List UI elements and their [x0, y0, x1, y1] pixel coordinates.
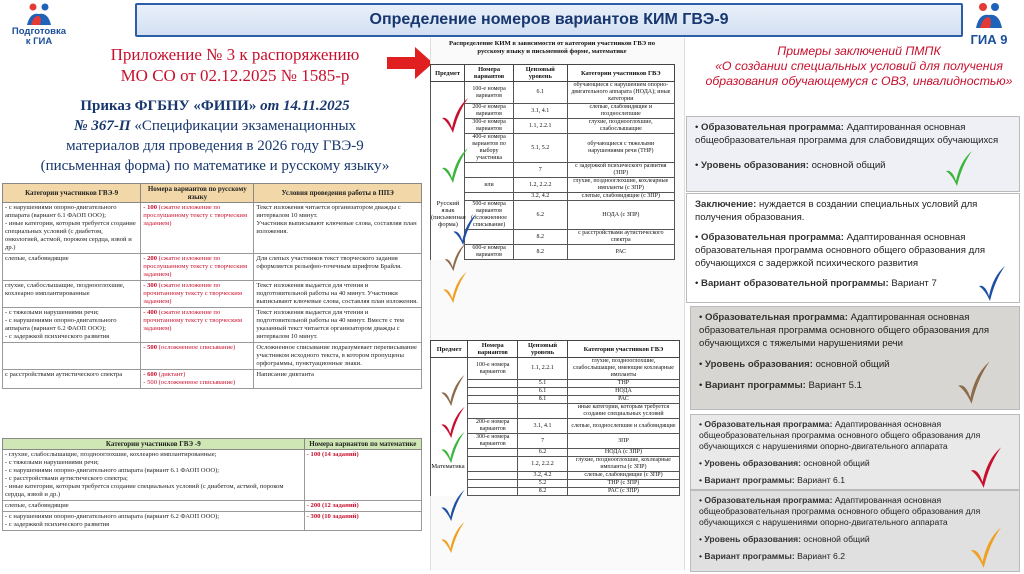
condition-cell: Осложненное списывание подразумевает переписывание участником исходного текста, в котором пропущены орфограммы, пунктуационные знаки.	[254, 343, 422, 370]
category-cell: - с нарушениями опорно-двигательного аппарата (вариант 6.2 ФАОП ООО); - с задержкой психического развития	[3, 512, 305, 531]
category-cell: - глухие, слабослышащие, позднооглохшие, кохлеарно имплантированные; - с тяжелыми нарушениями речи; - с нарушениями опорно-двигательного аппарата (вариант 6.1 ФАОП ООО); - с расстройствами аутистического спектра; - иные категории, которым требуется создание специальных условий (с диабетом, астмой, пороком сердца, язвой и др.)	[3, 450, 305, 501]
scan-cell: 8.2	[513, 245, 567, 260]
scan-cell: 300-е номера вариантов	[465, 119, 514, 134]
value: Адаптированная основная общеобразовательная программа для слабовидящих обучающихся	[695, 122, 999, 146]
scan-cell: 100-е номера вариантов	[468, 358, 518, 380]
variant-cell	[141, 308, 254, 343]
scan-cell: 7	[518, 434, 568, 449]
orange-checkmark-icon	[961, 525, 1011, 569]
col-header: Номера вариантов по математике	[304, 439, 421, 450]
category-cell: - с нарушениями опорно-двигательного аппарата (вариант 6.1 ФАОП ООО); - иные категории, которым требуется создание специальных условий (с диабетом, онкологией, астмой, пороком сердца, язвой и др.)	[3, 203, 141, 254]
scan-cell: 5.1, 5.2	[513, 134, 567, 163]
condition-cell: Текст изложения читается организатором дважды с интервалом 10 минут. Участники выписывают ключевые слова, составляя план изложения.	[254, 203, 422, 254]
order-line2: «Спецификации экзаменационных	[130, 118, 357, 134]
order-line3: материалов для проведения в 2026 году ГВЭ-9	[66, 138, 364, 154]
label: Вариант программы:	[704, 475, 795, 485]
pmpk-card-noda-62: • Образовательная программа: Адаптированная основная общеобразовательная программа основного общего образования для обучающихся с нарушениями опорно-двигательного аппарата • Уровень образования: основной общий • Вариант программы: Вариант 6.2	[690, 490, 1020, 572]
value: нуждается в создании специальных условий для получения образования.	[695, 199, 978, 223]
table-row	[3, 370, 422, 389]
value: Адаптированная основная образовательная программа основного общего образования для обучающихся с задержкой психического развития	[695, 232, 986, 269]
scan-cell: 6.1	[518, 388, 568, 396]
scan-cell: 200-е номера вариантов	[468, 419, 518, 434]
subject-cell	[431, 472, 468, 480]
scan-cell	[468, 380, 518, 388]
russian-variants-table	[2, 183, 422, 389]
variant-cell: - 100 (14 заданий)	[304, 450, 421, 501]
scan-subject-russian: Русский язык (письменная форма)	[431, 200, 466, 228]
variant-number: - 200	[143, 255, 158, 262]
scan-cell: 600-е номера вариантов	[465, 245, 514, 260]
scan-cell	[518, 404, 568, 419]
value: Вариант 5.1	[805, 380, 862, 391]
scan-cell: с расстройствами аутистического спектра	[567, 230, 674, 245]
scan-cell: глухие, позднооглохшие, слабослышащие, имеющие кохлеарные импланты	[567, 358, 679, 380]
scan-cell: глухие, позднооглохшие, слабослышащие	[567, 119, 674, 134]
scan-cell: слепые, слабовидящие и позднослепшие	[567, 104, 674, 119]
variant-number: - 300	[143, 282, 158, 289]
col-header: Категории участников ГВЭ -9	[3, 439, 305, 450]
variant-cell	[141, 343, 254, 370]
scan-cell	[468, 472, 518, 480]
variant-cell	[141, 254, 254, 281]
table-row	[3, 343, 422, 370]
scan-cell: 3.2, 4.2	[513, 193, 567, 201]
pmpk-card-visual: • Образовательная программа: Адаптированная основная общеобразовательная программа для слабовидящих обучающихся • Уровень образования: основной общий	[686, 116, 1020, 192]
scan-cell: НОДА (с ЗПР)	[567, 449, 679, 457]
scan-cell: 400-е номера вариантов по выбору участника	[465, 134, 514, 163]
green-checkmark-icon	[932, 149, 986, 187]
scan-cell: 8.2	[518, 488, 568, 496]
variant-cell	[141, 203, 254, 254]
red-checkmark-icon	[440, 96, 470, 134]
label: Уровень образования:	[704, 534, 802, 544]
table-row	[3, 308, 422, 343]
scan-cell: ТНР	[567, 380, 679, 388]
scan-cell: РАС	[567, 396, 679, 404]
logo-gia9	[958, 2, 1020, 50]
appendix-note	[80, 44, 390, 86]
table-row	[3, 450, 422, 501]
variant-note: (осложненное списывание)	[157, 344, 236, 351]
condition-cell: Текст изложения выдается для чтения и подготовительной работы на 40 минут. Участники выписывают ключевые слова, составляя план изложения.	[254, 281, 422, 308]
value: Адаптированная основная общеобразовательная программа основного общего образования для обучающихся с нарушениями опорно-двигательного аппарата	[699, 495, 981, 527]
scan-cell: ЗПР	[567, 434, 679, 449]
label: Образовательная программа:	[704, 495, 833, 505]
scan-cell	[465, 163, 514, 178]
scan-cell: иные категории, которым требуется создание специальных условий	[567, 404, 679, 419]
page-title: Определение номеров вариантов КИМ ГВЭ-9	[135, 3, 963, 37]
label: Заключение:	[695, 199, 757, 210]
table-row	[3, 281, 422, 308]
variant-note: (диктант) - 500 (осложненное списывание)	[143, 371, 236, 386]
scan-cell: обучающиеся с тяжелыми нарушениями речи (ТНР)	[567, 134, 674, 163]
table-row	[3, 501, 422, 512]
examples-line2: «О создании специальных условий для получения образования обучающемуся с ОВЗ, инвалидностью»	[705, 59, 1013, 88]
pmpk-card-zpr: Заключение: нуждается в создании специальных условий для получения образования. • Образовательная программа: Адаптированная основная образовательная программа основного общего образования для обучающихся с задержкой психического развития • Вариант образовательной программы: Вариант 7	[686, 193, 1020, 303]
appendix-line2: МО СО от 02.12.2025 № 1585-р	[120, 66, 350, 85]
value: Адаптированная основная общеобразовательная программа основного общего образования для обучающихся с нарушениями опорно-двигательного аппарата	[699, 419, 981, 451]
condition-cell: Написание диктанта	[254, 370, 422, 389]
scan-cell: с задержкой психического развития (ЗПР)	[567, 163, 674, 178]
scan-cell: 500-е номера вариантов (осложненное списывание)	[465, 201, 514, 230]
variant-cell: - 300 (10 заданий)	[304, 512, 421, 531]
order-date: от 14.11.2025	[260, 98, 350, 114]
scan-cell: НОДА (с ЗПР)	[567, 201, 674, 230]
scan-cell: 8.1	[518, 396, 568, 404]
table-row	[431, 193, 675, 201]
variant-cell	[141, 281, 254, 308]
red-arrow-icon	[385, 44, 435, 82]
condition-cell: Текст изложения выдается для чтения и подготовительной работы на 40 минут. Вместе с тем указанный текст читается организатором дважды с интервалом 10 минут.	[254, 308, 422, 343]
col-header: Цензовый уровень	[518, 341, 568, 358]
label: Вариант программы:	[705, 380, 806, 391]
scan-cell: 6.2	[518, 449, 568, 457]
brown-checkmark-icon	[941, 359, 1007, 405]
value: основной общий	[812, 359, 890, 370]
scan-cell	[468, 388, 518, 396]
scan-cell: глухие, позднооглохшие, кохлеарные импланты (с ЗПР)	[567, 457, 679, 472]
value: основной общий	[801, 458, 870, 468]
table-row	[431, 472, 680, 480]
scan-cell: 3.2, 4.2	[518, 472, 568, 480]
label: Вариант образовательной программы:	[701, 278, 889, 289]
variant-cell: - 200 (12 заданий)	[304, 501, 421, 512]
variant-number: - 600	[143, 371, 158, 378]
scan-cell: РАС	[567, 245, 674, 260]
scan-cell: слепые, слабовидящие (с ЗПР)	[567, 193, 674, 201]
scan-cell: 5.2	[518, 480, 568, 488]
scan-cell: 1.1, 2.2.1	[513, 119, 567, 134]
category-cell: слепые, слабовидящие	[3, 501, 305, 512]
label: Образовательная программа:	[704, 419, 833, 429]
col-header: Номера вариантов	[465, 65, 514, 82]
orange-checkmark-icon	[438, 520, 468, 554]
col-header: Номера вариантов	[468, 341, 518, 358]
value: Вариант 6.1	[794, 475, 845, 485]
logo-right-text: ГИА 9	[970, 32, 1008, 47]
order-line4: (письменная форма) по математике и русскому языку»	[40, 158, 390, 174]
label: Уровень образования:	[705, 359, 813, 370]
blue-checkmark-icon	[438, 488, 468, 522]
scan-cell: слепые, слабовидящие (с ЗПР)	[567, 472, 679, 480]
category-cell: слепые, слабовидящие	[3, 254, 141, 281]
variant-note: (сжатое изложение по прочитанному тексту с творческим заданием)	[143, 282, 243, 305]
condition-cell: Для слепых участников текст творческого задания оформляется рельефно-точечным шрифтом Брайля.	[254, 254, 422, 281]
label: Образовательная программа:	[701, 122, 844, 133]
logo-podgotovka-gia	[4, 2, 70, 46]
variant-number: - 500	[143, 344, 158, 351]
blue-checkmark-icon	[450, 212, 480, 246]
scan-cell: 1.2, 2.2.2	[513, 178, 567, 193]
scan-cell: 3.1, 4.1	[513, 104, 567, 119]
scan-cell	[468, 457, 518, 472]
label: Уровень образования:	[701, 160, 809, 171]
pmpk-card-noda-61: • Образовательная программа: Адаптированная основная общеобразовательная программа основного общего образования для обучающихся с нарушениями опорно-двигательного аппарата • Уровень образования: основной общий • Вариант программы: Вариант 6.1	[690, 414, 1020, 490]
scan-cell: 7	[513, 163, 567, 178]
pmpk-examples-heading	[700, 44, 1018, 89]
blue-checkmark-icon	[972, 264, 1012, 302]
brown-checkmark-icon	[438, 373, 468, 407]
order-reference	[10, 96, 420, 176]
logo-left-text: Подготовка к ГИА	[11, 26, 67, 47]
table-row	[3, 203, 422, 254]
people-logo-icon	[26, 2, 52, 26]
col-header: Категории участников ГВЭ-9	[3, 184, 141, 203]
scan-cell: ТНР (с ЗПР)	[567, 480, 679, 488]
scan-cell: слепые, позднослепшие и слабовидящие	[567, 419, 679, 434]
subject-cell	[431, 480, 468, 488]
math-variants-table	[2, 438, 422, 531]
category-cell: глухие, слабослышащие, позднооглохшие, кохлеарно имплантированные	[3, 281, 141, 308]
brown-checkmark-icon	[440, 242, 470, 272]
table-row	[3, 254, 422, 281]
order-line1-bold: Приказ ФГБНУ «ФИПИ»	[80, 98, 261, 114]
scan-cell: 3.1, 4.1	[518, 419, 568, 434]
appendix-line1: Приложение № 3 к распоряжению	[110, 45, 360, 64]
scan-cell: 300-е номера вариантов	[468, 434, 518, 449]
col-header: Цензовый уровень	[513, 65, 567, 82]
value: Вариант 6.2	[794, 551, 845, 561]
pmpk-card-tnr: • Образовательная программа: Адаптированная основная образовательная программа основного общего образования для обучающихся с тяжелыми нарушениями речи • Уровень образования: основной общий • Вариант программы: Вариант 5.1	[690, 306, 1020, 410]
scan-cell: или	[465, 178, 514, 193]
value: Вариант 7	[888, 278, 937, 289]
scan-cell: 1.2, 2.2.2	[518, 457, 568, 472]
col-header: Предмет	[431, 341, 468, 358]
green-checkmark-icon	[440, 146, 470, 184]
value: Адаптированная основная образовательная программа основного общего образования для обучающихся с тяжелыми нарушениями речи	[699, 312, 990, 349]
scan-cell: глухие, позднооглохшие, кохлеарные импланты (с ЗПР)	[567, 178, 674, 193]
table-row	[3, 512, 422, 531]
examples-line1: Примеры заключений ПМПК	[777, 44, 941, 58]
scan-subject-math: Математика	[431, 463, 465, 470]
scan-cell	[468, 480, 518, 488]
variant-cell	[141, 370, 254, 389]
orange-checkmark-icon	[440, 270, 470, 304]
label: Образовательная программа:	[705, 312, 848, 323]
scan-cell: 100-е номера вариантов	[465, 82, 514, 104]
scan-cell: 1.1, 2.2.1	[518, 358, 568, 380]
scan-cell: 6.2	[513, 201, 567, 230]
variant-number: - 100	[143, 204, 158, 211]
scan-cell: обучающиеся с нарушением опорно-двигательного аппарата (НОДА); иные категории	[567, 82, 674, 104]
order-number: № 367-П	[73, 118, 131, 134]
people-logo-icon	[974, 2, 1004, 28]
table-row	[431, 480, 680, 488]
scan-cell	[465, 193, 514, 201]
col-header: Предмет	[431, 65, 465, 82]
col-header: Номера вариантов по русскому языку	[141, 184, 254, 203]
col-header: Категории участников ГВЭ	[567, 65, 674, 82]
variant-note: (сжатое изложение по прослушанному тексту с творческим заданием)	[143, 204, 248, 227]
scan-title: Распределение КИМ в зависимости от категории участников ГВЭ по русскому языку и письменной форме, математике	[448, 40, 656, 55]
scan-cell	[468, 449, 518, 457]
variant-note: (сжатое изложение по прочитанному тексту с творческим заданием)	[143, 309, 243, 332]
col-header: Категории участников ГВЭ	[567, 341, 679, 358]
red-checkmark-icon	[961, 445, 1011, 489]
variant-note: (сжатое изложение по прослушанному тексту с творческим заданием)	[143, 255, 248, 278]
scan-cell: НОДА	[567, 388, 679, 396]
category-cell: с расстройствами аутистического спектра	[3, 370, 141, 389]
scan-cell: 200-е номера вариантов	[465, 104, 514, 119]
scan-cell: 8.2	[513, 230, 567, 245]
label: Вариант программы:	[704, 551, 795, 561]
value: основной общий	[808, 160, 886, 171]
scan-cell: 5.1	[518, 380, 568, 388]
green-checkmark-icon	[438, 430, 468, 464]
scan-cell	[468, 488, 518, 496]
col-header: Условия проведения работы в ППЭ	[254, 184, 422, 203]
scan-cell: РАС (с ЗПР)	[567, 488, 679, 496]
label: Уровень образования:	[704, 458, 802, 468]
label: Образовательная программа:	[701, 232, 844, 243]
value: основной общий	[801, 534, 870, 544]
scan-cell	[468, 404, 518, 419]
variant-number: - 400	[143, 309, 158, 316]
scan-cell	[468, 396, 518, 404]
scan-cell: 6.1	[513, 82, 567, 104]
category-cell	[3, 343, 141, 370]
category-cell: - с тяжелыми нарушениями речи; - с нарушениями опорно-двигательного аппарата (вариант 6.2 ФАОП ООО); - с задержкой психического развития	[3, 308, 141, 343]
